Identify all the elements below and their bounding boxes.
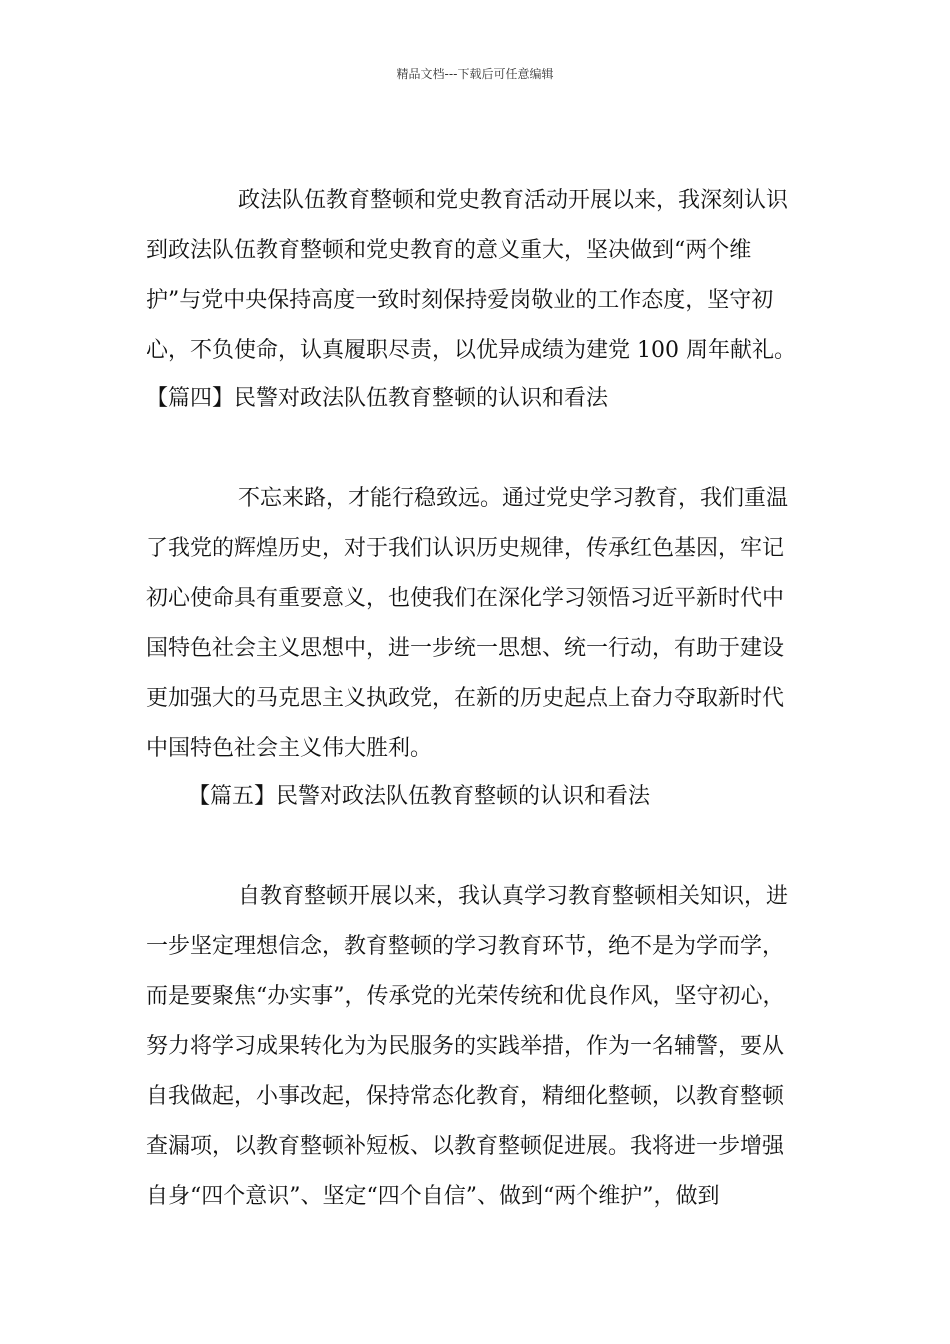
paragraph-line: 中国特色社会主义伟大胜利。	[146, 736, 433, 761]
paragraph-line: 初心使命具有重要意义，也使我们在深化学习领悟习近平新时代中	[146, 586, 785, 611]
paragraph-line: 了我党的辉煌历史，对于我们认识历史规律，传承红色基因，牢记	[146, 536, 785, 561]
paragraph-line: 更加强大的马克思主义执政党，在新的历史起点上奋力夺取新时代	[146, 686, 785, 711]
paragraph-line: 而是要聚焦“办实事”，传承党的光荣传统和优良作风，坚守初心，	[146, 984, 785, 1009]
section-heading: 【篇五】民警对政法队伍教育整顿的认识和看法	[188, 784, 651, 809]
paragraph-line: 护”与党中央保持高度一致时刻保持爱岗敬业的工作态度，坚守初	[146, 288, 774, 313]
paragraph-line: 到政法队伍教育整顿和党史教育的意义重大，坚决做到“两个维	[146, 238, 752, 263]
section-heading: 【篇四】民警对政法队伍教育整顿的认识和看法	[146, 386, 609, 411]
paragraph-line: 自身“四个意识”、坚定“四个自信”、做到“两个维护”，做到	[146, 1184, 720, 1209]
paragraph-line: 自我做起，小事改起，保持常态化教育，精细化整顿，以教育整顿	[146, 1084, 785, 1109]
page-header: 精品文档---下载后可任意编辑	[396, 67, 554, 81]
paragraph-line: 国特色社会主义思想中，进一步统一思想、统一行动，有助于建设	[146, 636, 785, 661]
paragraph-line: 政法队伍教育整顿和党史教育活动开展以来，我深刻认识	[238, 188, 789, 213]
paragraph-line: 不忘来路，才能行稳致远。通过党史学习教育，我们重温	[238, 486, 789, 511]
paragraph-line: 心，不负使命，认真履职尽责，以优异成绩为建党 100 周年献礼。	[146, 338, 796, 363]
paragraph-line: 查漏项，以教育整顿补短板、以教育整顿促进展。我将进一步增强	[146, 1134, 785, 1159]
paragraph-line: 自教育整顿开展以来，我认真学习教育整顿相关知识，进	[238, 884, 789, 909]
paragraph-line: 努力将学习成果转化为为民服务的实践举措，作为一名辅警，要从	[146, 1034, 785, 1059]
paragraph-line: 一步坚定理想信念，教育整顿的学习教育环节，绝不是为学而学，	[146, 934, 785, 959]
